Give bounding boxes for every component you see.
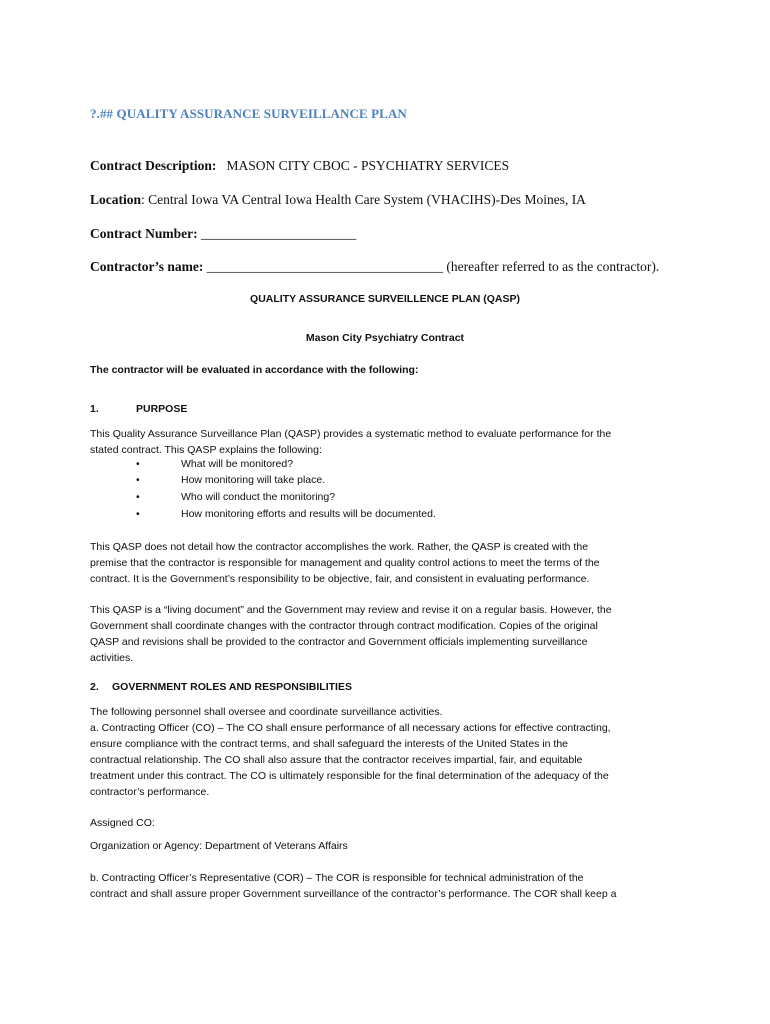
paragraph-line: The following personnel shall oversee and coordinate surveillance activities.: [90, 706, 443, 718]
paragraph-line: This QASP does not detail how the contractor accomplishes the work. Rather, the QASP is created with the: [90, 541, 589, 553]
section2-title: GOVERNMENT ROLES AND RESPONSIBILITIES: [112, 681, 352, 693]
bullet-item: Who will conduct the monitoring?: [181, 491, 336, 503]
section2-paragraph-b: [90, 870, 680, 902]
section2-number: 2.: [90, 681, 99, 693]
location-line: [90, 192, 586, 208]
bullet-icon: •: [136, 458, 140, 470]
location-value: : Central Iowa VA Central Iowa Health Care System (VHACIHS)-Des Moines, IA: [141, 192, 586, 207]
evaluation-lead: The contractor will be evaluated in accordance with the following:: [90, 364, 419, 376]
bullet-icon: •: [136, 491, 140, 503]
paragraph-line: contract and shall assure proper Government surveillance of the contractor’s performance. The COR shall keep a: [90, 888, 617, 900]
paragraph-line: treatment under this contract. The CO is ultimately responsible for the final determination of the adequacy of the: [90, 770, 609, 782]
paragraph-line: contractor’s performance.: [90, 786, 210, 798]
bullet-icon: •: [136, 508, 140, 520]
contractor-name-label: Contractor’s name:: [90, 259, 204, 274]
section1-paragraph2: [90, 539, 680, 587]
contract-number-value: _______________________: [197, 226, 357, 241]
organization-agency-label: Organization or Agency: Department of Veterans Affairs: [90, 840, 348, 852]
paragraph-line: ensure compliance with the contract terms, and shall safeguard the interests of the United States in the: [90, 738, 569, 750]
contract-description-value: MASON CITY CBOC - PSYCHIATRY SERVICES: [226, 158, 510, 173]
section1-title: PURPOSE: [136, 403, 188, 415]
paragraph-line: activities.: [90, 652, 134, 664]
contractor-name-value: ___________________________________ (hereafter referred to as the contractor).: [203, 259, 660, 274]
document-heading: ?.## QUALITY ASSURANCE SURVEILLANCE PLAN: [90, 106, 407, 121]
contract-description-line: [90, 158, 509, 174]
bullet-item: How monitoring efforts and results will be documented.: [181, 508, 436, 520]
paragraph-line: b. Contracting Officer’s Representative (COR) – The COR is responsible for technical administration of the: [90, 872, 584, 884]
paragraph-line: QASP and revisions shall be provided to the contractor and Government officials implementing surveillance: [90, 636, 588, 648]
qasp-subtitle: Mason City Psychiatry Contract: [305, 332, 465, 344]
qasp-title: QUALITY ASSURANCE SURVEILLENCE PLAN (QASP): [250, 293, 520, 305]
assigned-co-label: Assigned CO:: [90, 817, 155, 829]
paragraph-line: contractual relationship. The CO shall also assure that the contractor receives impartial, fair, and equitable: [90, 754, 583, 766]
bullet-item: How monitoring will take place.: [181, 474, 326, 486]
assigned-co: [90, 815, 680, 831]
paragraph-line: a. Contracting Officer (CO) – The CO shall ensure performance of all necessary actions for effective contracting,: [90, 722, 611, 734]
contract-number-line: [90, 226, 356, 242]
paragraph-line: contract. It is the Government’s responsibility to be objective, fair, and consistent in evaluating performance.: [90, 573, 590, 585]
contractor-name-line: [90, 259, 659, 275]
section1-intro: [90, 426, 680, 458]
section1-number: 1.: [90, 403, 99, 415]
paragraph-line: This Quality Assurance Surveillance Plan (QASP) provides a systematic method to evaluate performance for the: [90, 428, 612, 440]
bullet-item: What will be monitored?: [181, 458, 294, 470]
paragraph-line: This QASP is a “living document” and the Government may review and revise it on a regular basis. However, the: [90, 604, 612, 616]
organization-agency: [90, 838, 680, 854]
section2-paragraph-a: [90, 704, 680, 800]
location-label: Location: [90, 192, 142, 207]
paragraph-line: Government shall coordinate changes with the contractor through contract modification. Copies of the original: [90, 620, 598, 632]
contract-number-label: Contract Number:: [90, 226, 198, 241]
contract-description-label: Contract Description:: [90, 158, 217, 173]
bullet-icon: •: [136, 474, 140, 486]
section1-paragraph3: [90, 602, 680, 666]
paragraph-line: premise that the contractor is responsible for management and quality control actions to meet the terms of the: [90, 557, 600, 569]
paragraph-line: stated contract. This QASP explains the following:: [90, 444, 322, 456]
